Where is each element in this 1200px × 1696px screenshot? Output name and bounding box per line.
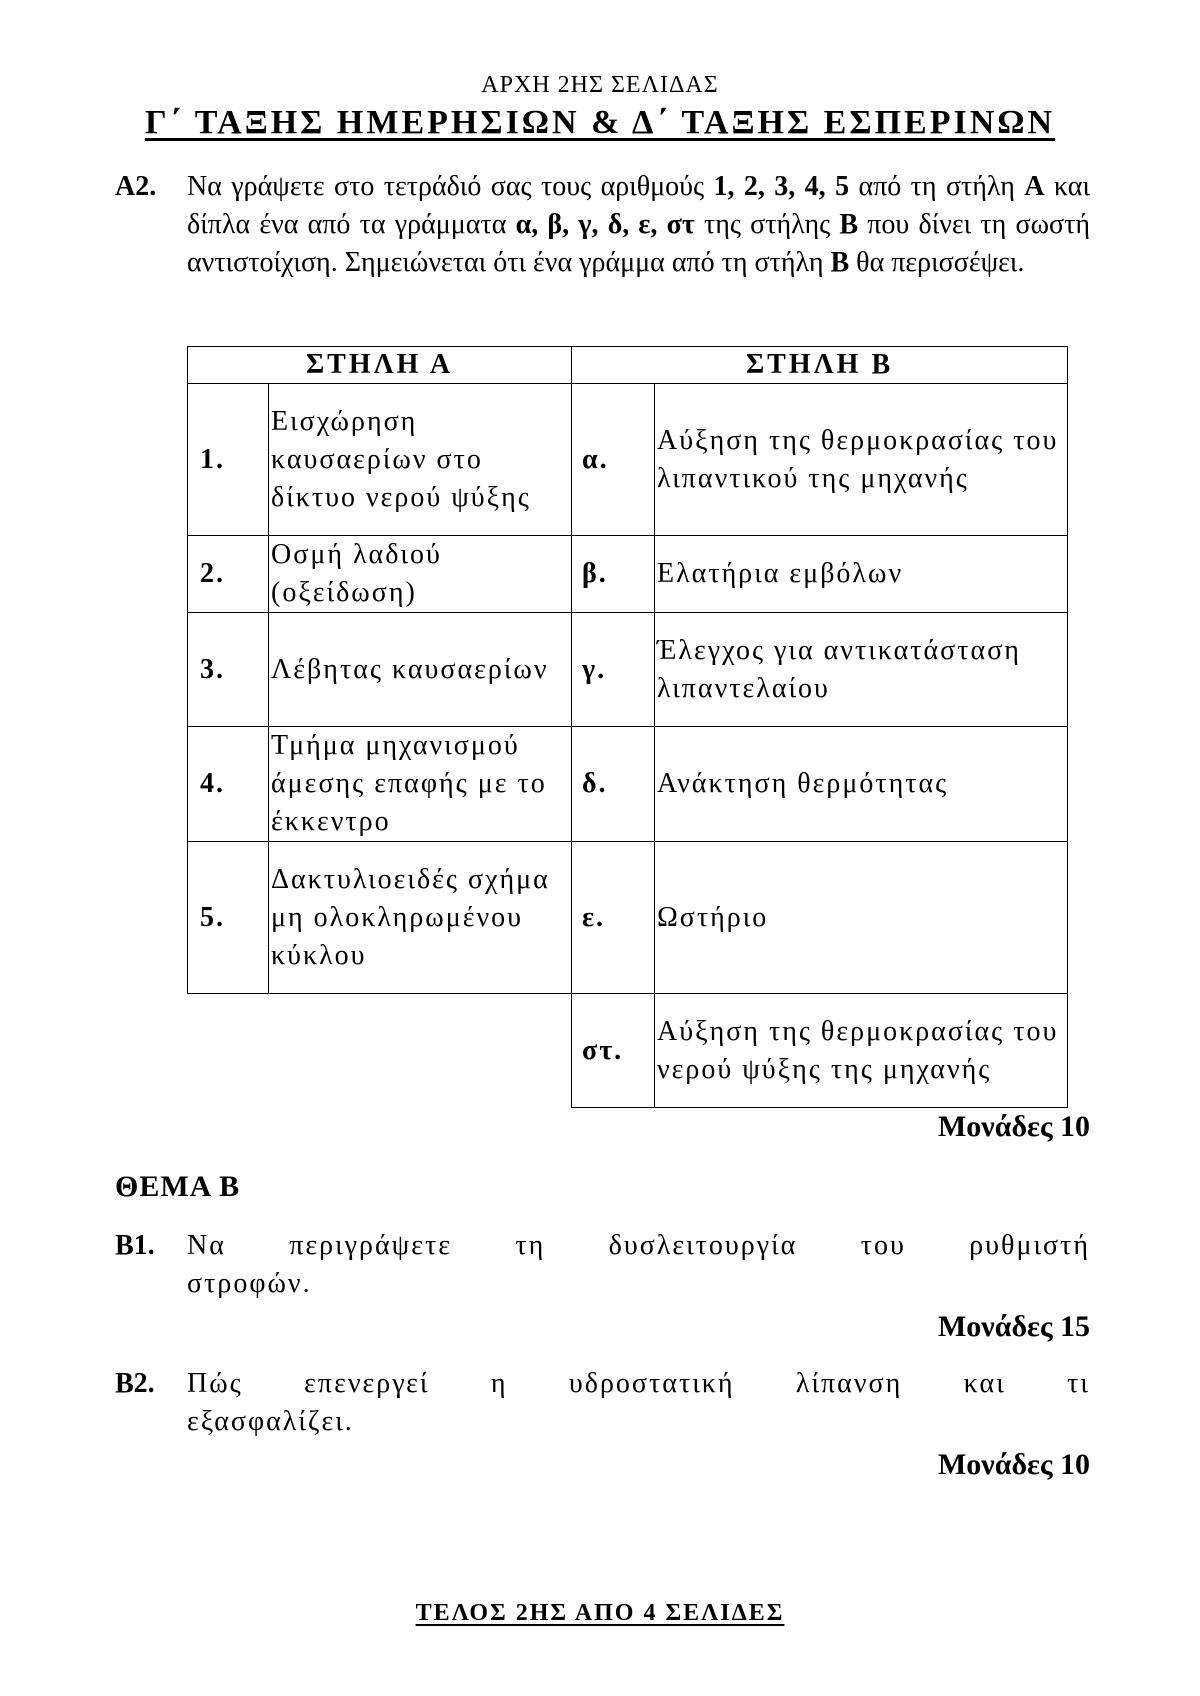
a2-text-bold: Β: [839, 209, 859, 240]
b1-word: δυσλειτουργία: [608, 1230, 798, 1261]
a2-text-bold: Α: [1024, 171, 1045, 202]
b2-word: Πώς: [187, 1368, 243, 1399]
row-letter: δ.: [572, 727, 655, 842]
column-b-cell: Ωστήριο: [655, 842, 1068, 994]
column-a-header: ΣΤΗΛΗ Α: [188, 347, 572, 384]
section-b-title: ΘΕΜΑ Β: [115, 1170, 241, 1203]
column-a-cell: Λέβητας καυσαερίων: [269, 613, 572, 727]
b1-word: Να: [187, 1230, 226, 1261]
b1-word: περιγράψετε: [289, 1230, 452, 1261]
question-a2-label: Α2.: [115, 171, 157, 202]
b1-word: του: [860, 1230, 906, 1261]
row-number: 3.: [188, 613, 269, 727]
a2-text-bold: α, β, γ, δ, ε, στ: [515, 209, 695, 240]
table-row: [188, 384, 1068, 536]
question-b2-label: Β2.: [115, 1368, 155, 1399]
row-letter: γ.: [572, 613, 655, 727]
column-b-cell: Ανάκτηση θερμότητας: [655, 727, 1068, 842]
page-footer: [0, 1600, 1200, 1627]
b2-line-2: εξασφαλίζει.: [187, 1406, 354, 1437]
b1-line-2: στροφών.: [187, 1268, 312, 1299]
b2-word: η: [490, 1368, 508, 1399]
column-a-cell: Δακτυλιοειδές σχήμα μη ολοκληρωμένου κύκλου: [269, 842, 572, 994]
a2-text-bold: 1, 2, 3, 4, 5: [713, 171, 850, 202]
column-b-cell: Ελατήρια εμβόλων: [655, 536, 1068, 613]
b2-word: λίπανση: [795, 1368, 903, 1399]
a2-text-part: Να γράψετε στο τετράδιό σας τους αριθμούς: [187, 171, 714, 202]
column-b-header: ΣΤΗΛΗ Β: [572, 347, 1068, 384]
a2-text-part: από τη στήλη: [849, 171, 1025, 202]
row-letter: ε.: [572, 842, 655, 994]
empty-cell: [188, 994, 572, 1108]
column-b-cell: Αύξηση της θερμοκρασίας του λιπαντικού της μηχανής: [655, 384, 1068, 536]
table-row: [188, 613, 1068, 727]
row-number: 4.: [188, 727, 269, 842]
a2-text-part: της στήλης: [694, 209, 840, 240]
b2-word: υδροστατική: [568, 1368, 735, 1399]
a2-text-part: που δίνει τη σωστή αντιστοίχιση. Σημειώνεται ότι ένα γράμμα από τη στήλη: [187, 209, 1091, 278]
row-number: 5.: [188, 842, 269, 994]
row-letter: στ.: [572, 994, 655, 1108]
page-header: [0, 104, 1200, 142]
matching-table: [187, 346, 1068, 1108]
b2-word: τι: [1067, 1368, 1090, 1399]
b1-word: τη: [515, 1230, 546, 1261]
row-number: 1.: [188, 384, 269, 536]
question-a2-text: [187, 168, 1090, 282]
column-b-cell: Αύξηση της θερμοκρασίας του νερού ψύξης της μηχανής: [655, 994, 1068, 1108]
b1-line-1: [187, 1227, 1090, 1265]
marks-b1: Μονάδες 15: [937, 1310, 1090, 1343]
page-footer-text: ΤΕΛΟΣ 2ΗΣ ΑΠΟ 4 ΣΕΛΙΔΕΣ: [415, 1600, 785, 1626]
column-b-cell: Έλεγχος για αντικατάσταση λιπαντελαίου: [655, 613, 1068, 727]
table-row: [188, 727, 1068, 842]
question-b2-text: [187, 1365, 1090, 1441]
page-top-label: ΑΡΧΗ 2ΗΣ ΣΕΛΙΔΑΣ: [481, 72, 719, 98]
b2-line-1: [187, 1365, 1090, 1403]
column-a-cell: Οσμή λαδιού (οξείδωση): [269, 536, 572, 613]
page-header-text: Γ΄ ΤΑΞΗΣ ΗΜΕΡΗΣΙΩΝ & Δ΄ ΤΑΞΗΣ ΕΣΠΕΡΙΝΩΝ: [144, 104, 1056, 141]
marks-a2: Μονάδες 10: [937, 1110, 1090, 1143]
a2-text-part: θα περισσέψει.: [849, 247, 1025, 278]
marks-b2: Μονάδες 10: [937, 1448, 1090, 1481]
b2-word: και: [963, 1368, 1006, 1399]
row-letter: α.: [572, 384, 655, 536]
table-header-row: [188, 347, 1068, 384]
a2-text-bold: Β: [830, 247, 850, 278]
table-row: [188, 536, 1068, 613]
table-row: [188, 842, 1068, 994]
question-b1-text: [187, 1227, 1090, 1303]
row-letter: β.: [572, 536, 655, 613]
column-a-cell: Εισχώρηση καυσαερίων στο δίκτυο νερού ψύξης: [269, 384, 572, 536]
question-b1-label: Β1.: [115, 1230, 155, 1261]
column-a-cell: Τμήμα μηχανισμού άμεσης επαφής με το έκκεντρο: [269, 727, 572, 842]
a2-text-part: και δίπλα ένα από τα γράμματα: [187, 171, 1090, 240]
table-row: [188, 994, 1068, 1108]
b2-word: επενεργεί: [304, 1368, 430, 1399]
b1-word: ρυθμιστή: [969, 1230, 1090, 1261]
row-number: 2.: [188, 536, 269, 613]
